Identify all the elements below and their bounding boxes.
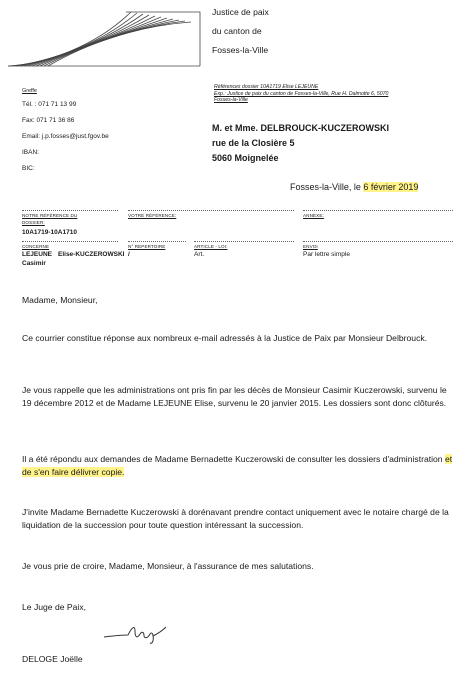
email-address: Email: j.p.fosses@just.fgov.be bbox=[22, 133, 109, 140]
concerns-firstname: Casimir bbox=[22, 260, 46, 267]
bic-label: BIC: bbox=[22, 165, 35, 172]
recipient-street: rue de la Closière 5 bbox=[212, 138, 295, 148]
repertoire-value: / bbox=[128, 251, 130, 258]
reference-line: Références dossier 10A1719 Elise LEJEUNE bbox=[214, 84, 319, 90]
recipient-address bbox=[212, 121, 389, 166]
annex-label: ANNEXE: bbox=[303, 213, 324, 218]
our-reference-value: 10A1719-10A1710 bbox=[22, 229, 77, 236]
recipient-name: M. et Mme. DELBROUCK-KUCZEROWSKI bbox=[212, 123, 389, 133]
field-separator bbox=[194, 241, 294, 242]
court-line: Justice de paix bbox=[212, 7, 269, 17]
field-separator bbox=[303, 210, 453, 211]
handwritten-signature bbox=[102, 623, 170, 645]
court-name bbox=[212, 3, 269, 60]
closing: Le Juge de Paix, bbox=[22, 602, 87, 612]
article-value: Art. bbox=[194, 251, 205, 258]
dispatch-label: ENVOI bbox=[303, 244, 318, 249]
iban-label: IBAN: bbox=[22, 149, 39, 156]
our-reference-label: NOTRE RÉFÉRENCE DU bbox=[22, 213, 78, 218]
date-value: 6 février 2019 bbox=[363, 182, 419, 192]
court-line: du canton de bbox=[212, 26, 262, 36]
paragraph-4: J'invite Madame Bernadette Kuczerowski à dorénavant prendre contact uniquement avec le notaire chargé de la liquidation de la succession pour toute question intéressant la succession. bbox=[22, 507, 449, 530]
your-reference-label: VOTRE RÉFÉRENCE: bbox=[128, 213, 177, 218]
field-separator bbox=[22, 241, 118, 242]
paragraph-3-text: Il a été répondu aux demandes de Madame Bernadette Kuczerowski de consulter les dossiers d'administration bbox=[22, 454, 445, 464]
paragraph-5: Je vous prie de croire, Madame, Monsieur, à l'assurance de mes salutations. bbox=[22, 561, 314, 571]
recipient-city: 5060 Moignelée bbox=[212, 153, 279, 163]
concerns-surname: LEJEUNE bbox=[22, 251, 52, 258]
article-label: ARTICLE - LOI: bbox=[194, 244, 228, 249]
sender-line: Exp.: Justice de paix du canton de Fosses-la-Ville, Rue H. Dalmotte 6, 5070 bbox=[214, 90, 389, 97]
dispatch-value: Par lettre simple bbox=[303, 251, 350, 258]
field-separator bbox=[303, 241, 453, 242]
field-separator bbox=[128, 241, 186, 242]
phone-number: Tél. : 071 71 13 99 bbox=[22, 101, 77, 108]
dossier-label: DOSSIER: bbox=[22, 220, 45, 225]
paragraph-3 bbox=[22, 453, 454, 479]
court-line: Fosses-la-Ville bbox=[212, 45, 269, 55]
fax-number: Fax: 071 71 36 86 bbox=[22, 117, 75, 124]
paragraph-2: Je vous rappelle que les administrations ont pris fin par les décès de Monsieur Casimir Kuczerowski, survenu le 19 décembre 2012 et de Madame LEJEUNE Elise, survenu le 20 janvier 2015. Les dossiers sont donc clôturés. bbox=[22, 385, 447, 408]
paragraph-1: Ce courrier constitue réponse aux nombreux e-mail adressés à la Justice de Paix par Monsieur Delbrouck. bbox=[22, 333, 428, 343]
signer-name: DELOGE Joëlle bbox=[22, 654, 83, 664]
date-prefix: Fosses-la-Ville, le bbox=[290, 182, 364, 192]
letter-date bbox=[290, 182, 418, 192]
repertoire-label: N° REPERTOIRE bbox=[128, 244, 166, 249]
concerns-label: CONCERNE bbox=[22, 244, 50, 249]
court-logo bbox=[6, 6, 202, 68]
reference-block bbox=[214, 84, 388, 104]
greffe-label: Greffe bbox=[22, 88, 37, 94]
salutation: Madame, Monsieur, bbox=[22, 295, 98, 305]
sender-city: Fosses-la-Ville bbox=[214, 97, 248, 104]
paragraph-3-highlight: et de s'en faire délivrer copie. bbox=[22, 454, 453, 477]
field-separator bbox=[22, 210, 118, 211]
concerns-names: Elise-KUCZEROWSKI bbox=[58, 251, 125, 258]
field-separator bbox=[128, 210, 294, 211]
